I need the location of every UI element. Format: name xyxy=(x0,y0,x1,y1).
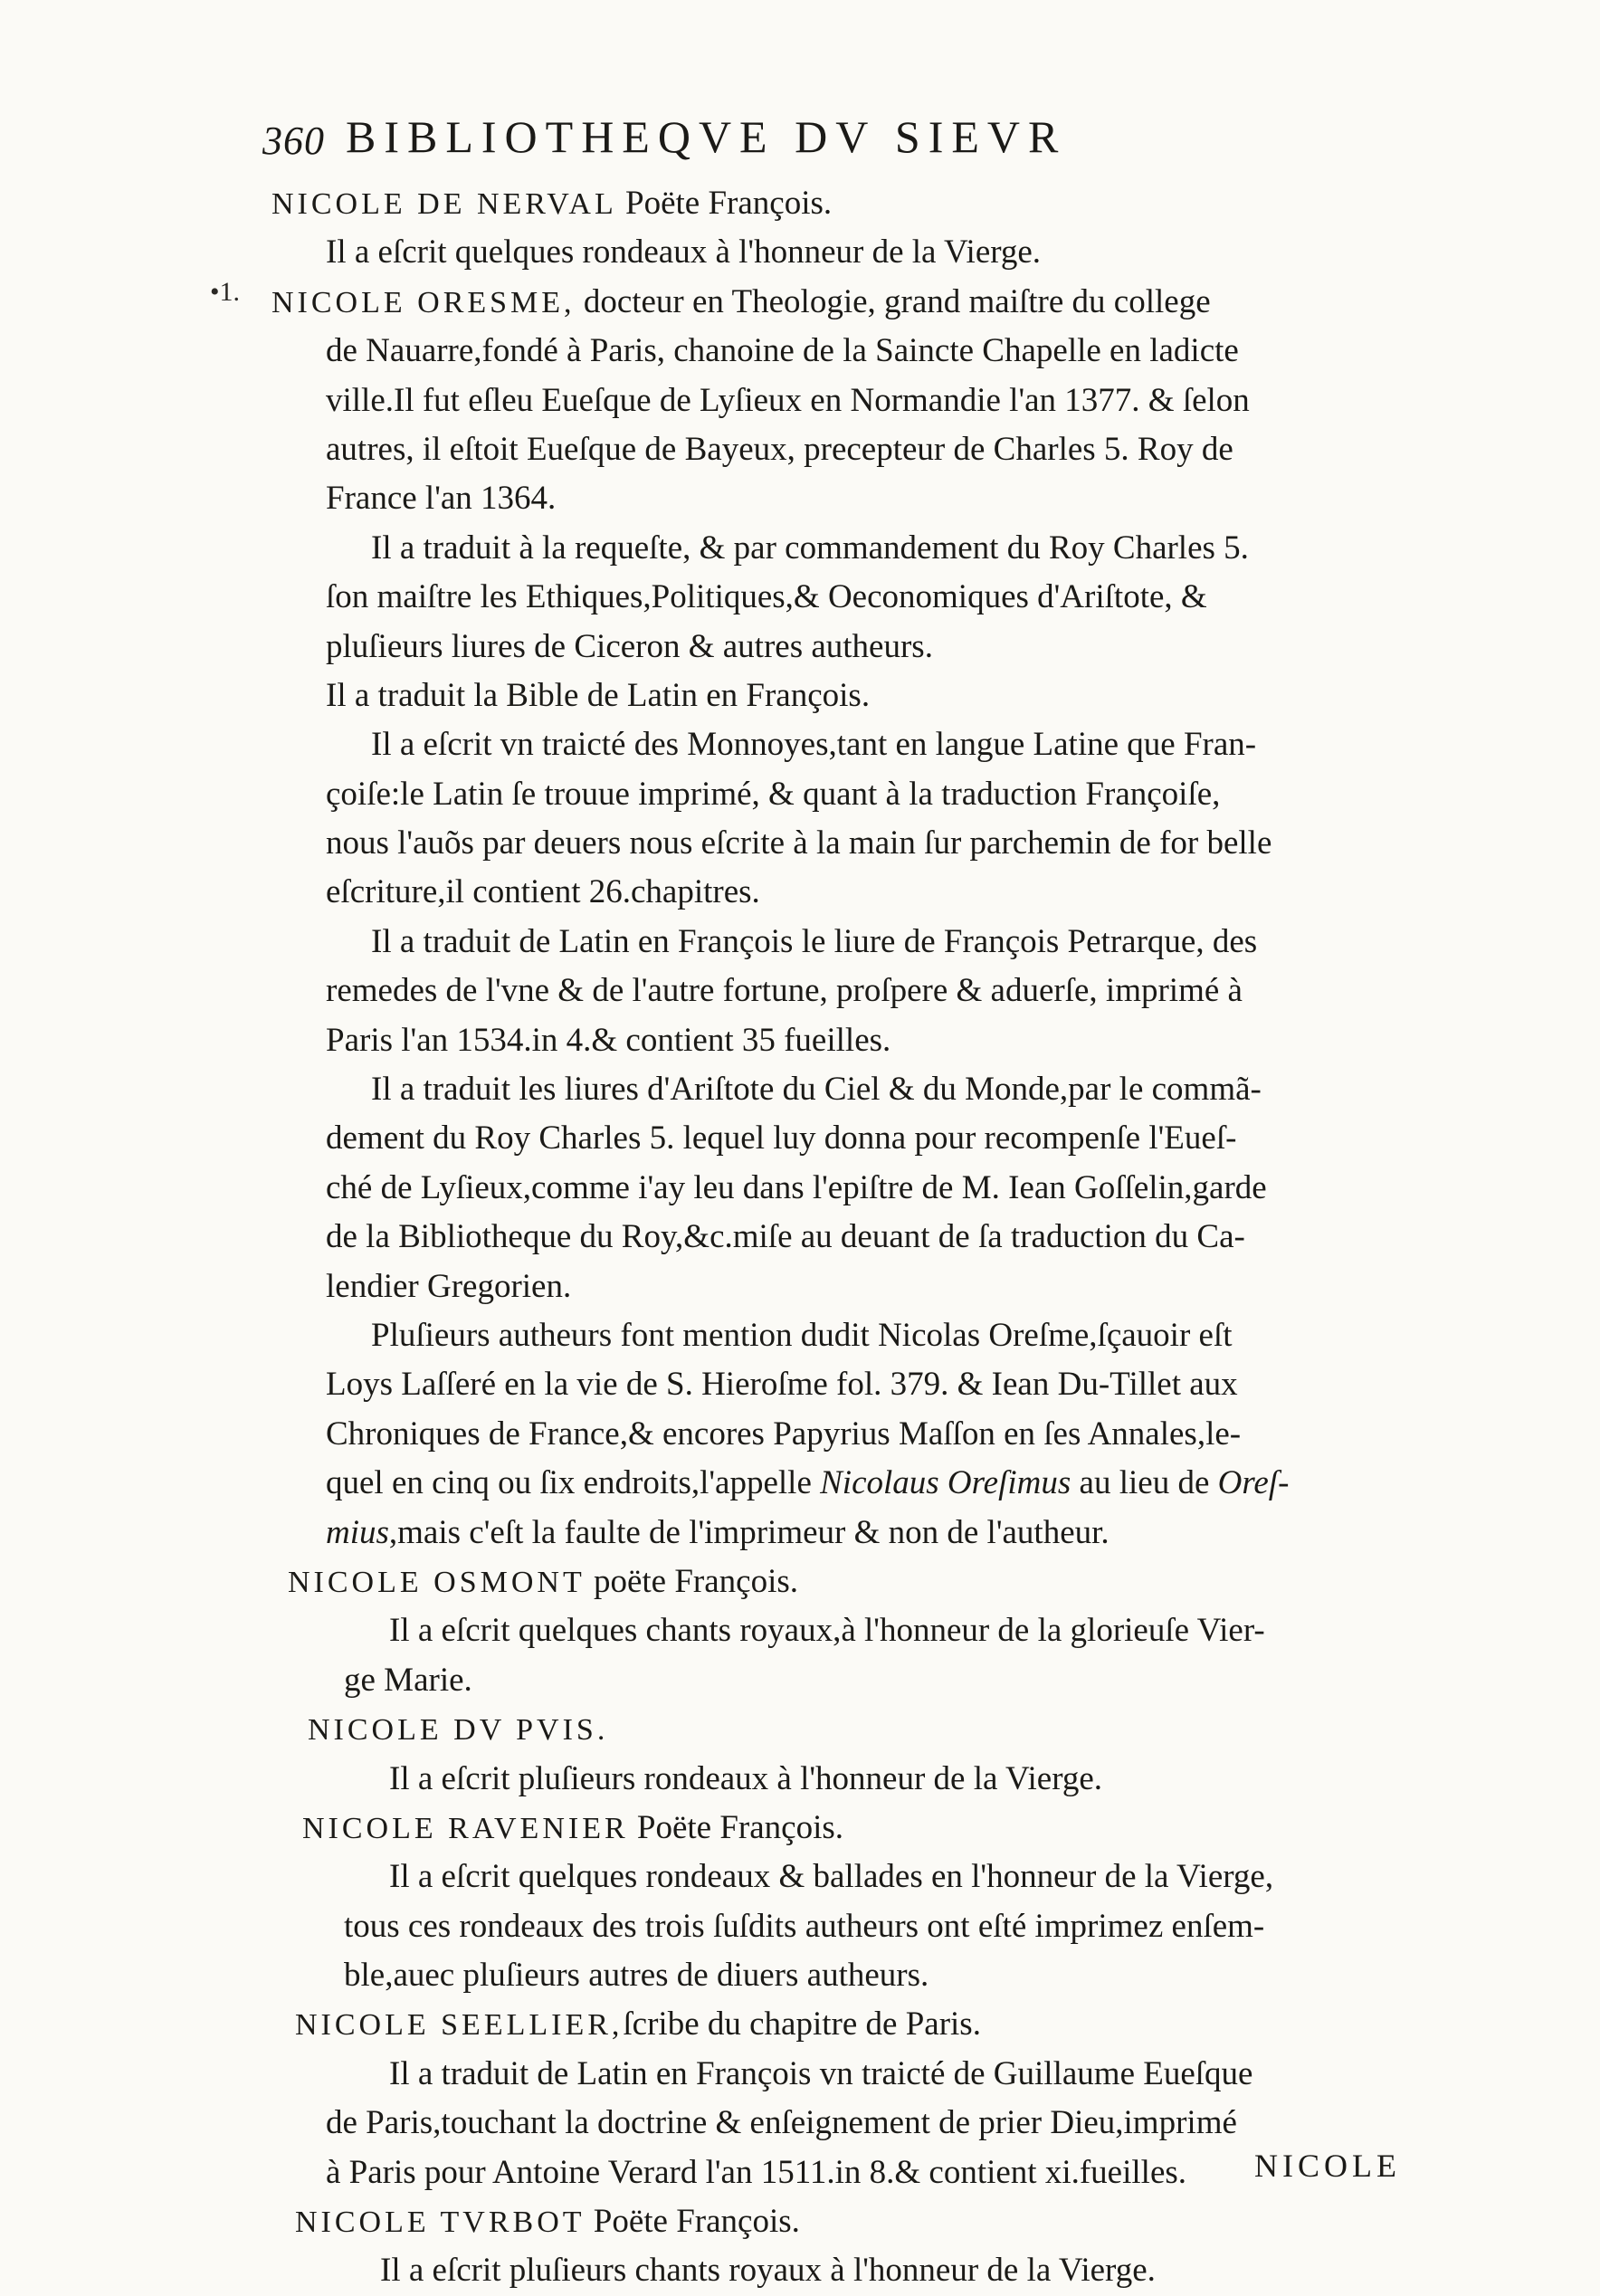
entry-line: mius,mais c'eſt la faulte de l'imprimeur & non de l'autheur. xyxy=(326,1513,1110,1551)
entry-line: autres, il eſtoit Eueſque de Bayeux, precepteur de Charles 5. Roy de xyxy=(326,430,1233,468)
entry-line: Il a eſcrit quelques chants royaux,à l'honneur de la glorieuſe Vier- xyxy=(389,1612,1265,1650)
entry-line: ché de Lyſieux,comme i'ay leu dans l'epiſtre de M. Iean Goſſelin,garde xyxy=(326,1168,1267,1206)
entry-line: Il a eſcrit quelques rondeaux à l'honneur de la Vierge. xyxy=(326,233,1042,272)
margin-note: •1. xyxy=(210,277,241,307)
entry-line: ville.Il fut eſleu Eueſque de Lyſieux en Normandie l'an 1377. & ſelon xyxy=(326,381,1250,419)
entry-line: Il a eſcrit vn traicté des Monnoyes,tant en langue Latine que Fran- xyxy=(371,726,1257,764)
entry-line: lendier Gregorien. xyxy=(326,1267,572,1305)
body-text xyxy=(271,179,1290,2296)
entry-heading: NICOLE RAVENIER Poëte François. xyxy=(302,1808,844,1846)
page-header xyxy=(262,110,1249,174)
page-number: 360 xyxy=(262,119,325,163)
entry-line: Il a eſcrit pluſieurs rondeaux à l'honneur de la Vierge. xyxy=(389,1759,1103,1797)
entry-line: Il a traduit de Latin en François vn traicté de Guillaume Eueſque xyxy=(389,2054,1253,2092)
entry-line: remedes de l'vne & de l'autre fortune, proſpere & aduerſe, imprimé à xyxy=(326,972,1243,1010)
entry-line: à Paris pour Antoine Verard l'an 1511.in 8.& contient xi.fueilles. xyxy=(326,2153,1187,2191)
entry-line: quel en cinq ou ſix endroits,l'appelle Nicolaus Oreſimus au lieu de Oreſ- xyxy=(326,1464,1290,1502)
running-title: BIBLIOTHEQVE DV SIEVR xyxy=(346,111,1067,162)
entry-heading: NICOLE ORESME, docteur en Theologie, grand maiſtre du college xyxy=(271,282,1211,320)
entry-line: ble,auec pluſieurs autres de diuers autheurs. xyxy=(344,1957,929,1995)
entry-line: Loys Laſſeré en la vie de S. Hieroſme fol. 379. & Iean Du-Tillet aux xyxy=(326,1366,1238,1404)
entry-line: Chroniques de France,& encores Papyrius Maſſon en ſes Annales,le- xyxy=(326,1415,1242,1453)
entry-line: ſon maiſtre les Ethiques,Politiques,& Oeconomiques d'Ariſtote, & xyxy=(326,578,1207,616)
entry-line: ge Marie. xyxy=(344,1661,472,1699)
entry-line: Il a traduit les liures d'Ariſtote du Ciel & du Monde,par le commã- xyxy=(371,1071,1262,1109)
entry-heading: NICOLE SEELLIER,ſcribe du chapitre de Paris. xyxy=(295,2005,981,2044)
catchword: NICOLE xyxy=(1254,2148,1401,2184)
entry-line: Il a eſcrit quelques rondeaux & ballades en l'honneur de la Vierge, xyxy=(389,1858,1274,1896)
entry-line: nous l'auõs par deuers nous eſcrite à la main ſur parchemin de for belle xyxy=(326,824,1272,862)
entry-line: de la Bibliotheque du Roy,&c.miſe au deuant de ſa traduction du Ca- xyxy=(326,1218,1245,1256)
entry-line: eſcriture,il contient 26.chapitres. xyxy=(326,873,760,911)
entry-heading: NICOLE DE NERVAL Poëte François. xyxy=(271,185,833,222)
entry-line: çoiſe:le Latin ſe trouue imprimé, & quant à la traduction Françoiſe, xyxy=(326,775,1221,813)
entry-line: France l'an 1364. xyxy=(326,480,557,518)
entry-line: de Nauarre,fondé à Paris, chanoine de la Saincte Chapelle en ladicte xyxy=(326,332,1239,370)
entry-heading: NICOLE TVRBOT Poëte François. xyxy=(295,2203,800,2241)
entry-line: Il a traduit de Latin en François le liure de François Petrarque, des xyxy=(371,922,1258,960)
entry-line: Paris l'an 1534.in 4.& contient 35 fueilles. xyxy=(326,1021,891,1059)
entry-line: Il a traduit la Bible de Latin en François. xyxy=(326,676,871,714)
entry-line: Il a eſcrit pluſieurs chants royaux à l'honneur de la Vierge. xyxy=(380,2252,1156,2290)
entry-line: dement du Roy Charles 5. lequel luy donna pour recompenſe l'Eueſ- xyxy=(326,1119,1237,1158)
entry-line: de Paris,touchant la doctrine & enſeignement de prier Dieu,imprimé xyxy=(326,2104,1237,2142)
entry-line: Pluſieurs autheurs font mention dudit Nicolas Oreſme,ſçauoir eſt xyxy=(371,1316,1233,1354)
entry-heading: NICOLE OSMONT poëte François. xyxy=(288,1562,799,1600)
entry-line: Il a traduit à la requeſte, & par commandement du Roy Charles 5. xyxy=(371,529,1249,567)
entry-heading: NICOLE DV PVIS. xyxy=(308,1713,609,1748)
entry-line: tous ces rondeaux des trois ſuſdits autheurs ont eſté imprimez enſem- xyxy=(344,1907,1265,1945)
entry-line: pluſieurs liures de Ciceron & autres autheurs. xyxy=(326,627,933,665)
